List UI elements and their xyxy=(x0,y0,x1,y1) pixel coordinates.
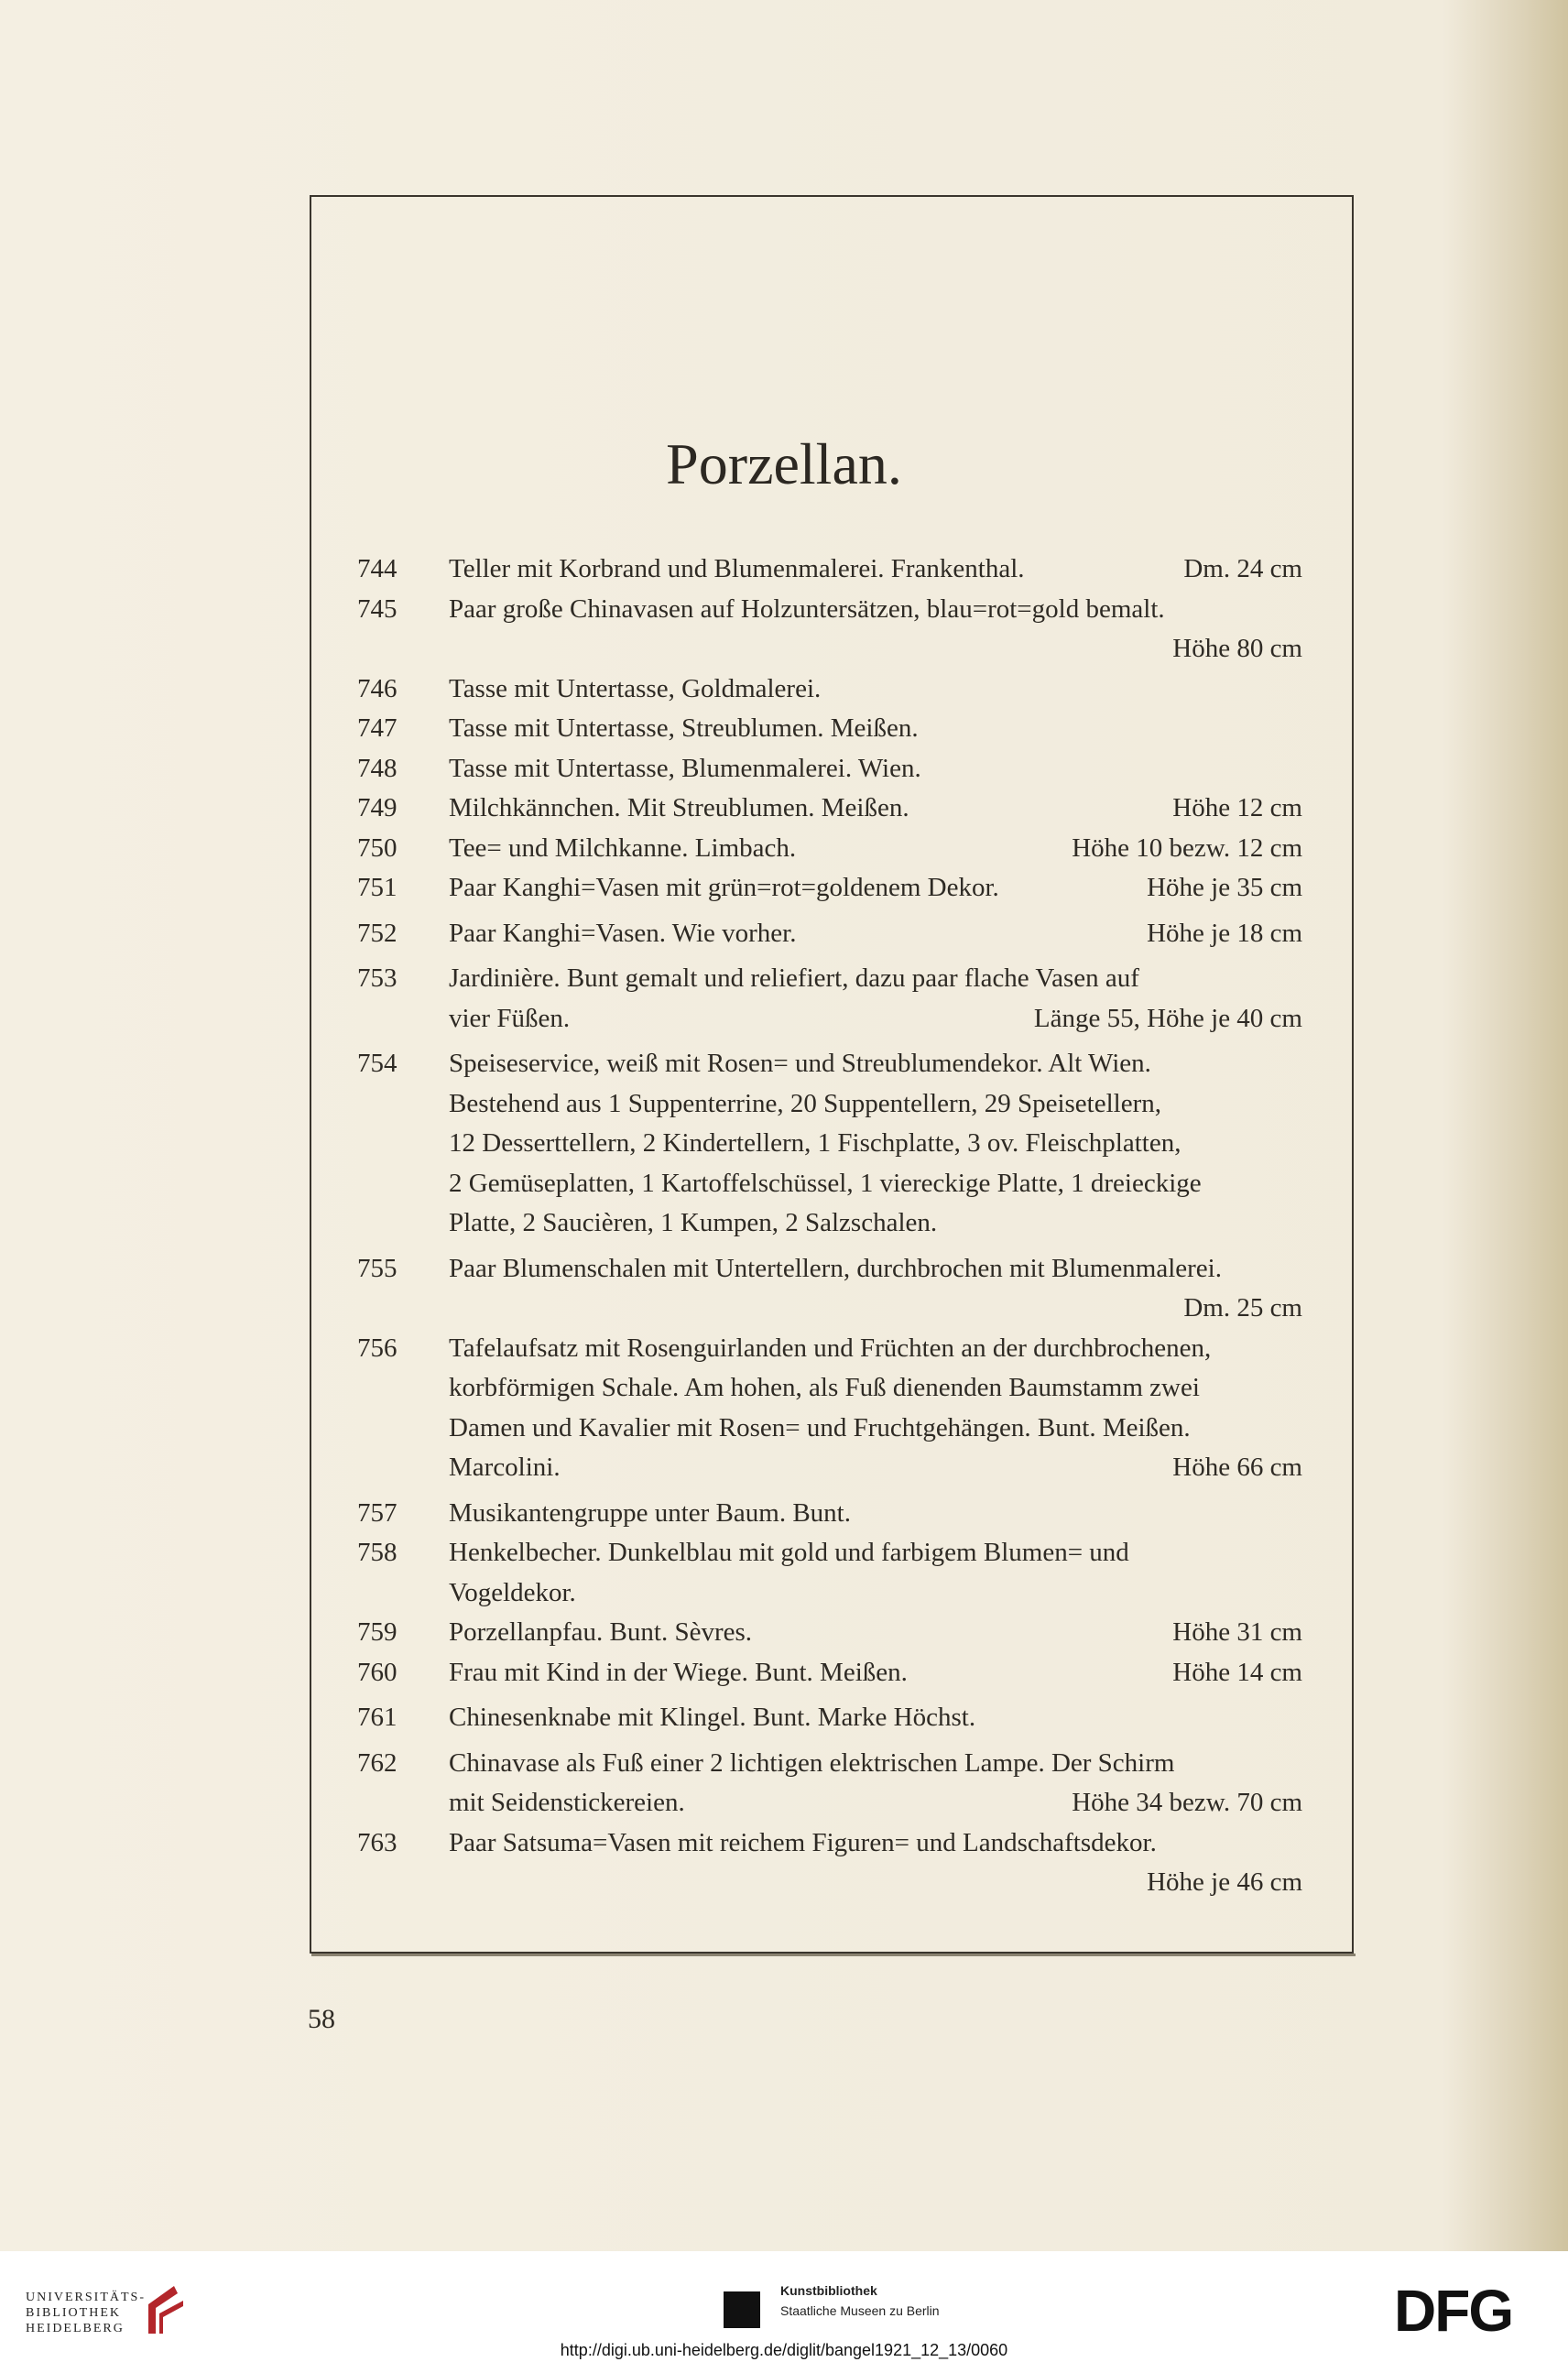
entry-line xyxy=(449,789,1302,829)
entry-text: Frau mit Kind in der Wiege. Bunt. Meißen. xyxy=(449,1657,908,1687)
catalog-entries xyxy=(357,550,1302,1903)
entry-number: 758 xyxy=(357,1538,397,1567)
entry-line xyxy=(449,669,1302,710)
entry-line xyxy=(449,550,1302,590)
entry-text: Tasse mit Untertasse, Goldmalerei. xyxy=(449,673,822,703)
source-url[interactable]: http://digi.ub.uni-heidelberg.de/diglit/bangel1921_12_13/0060 xyxy=(560,2341,1008,2359)
entry-line xyxy=(449,1329,1302,1369)
entry-number: 745 xyxy=(357,593,397,624)
catalog-entry xyxy=(357,1698,1302,1738)
entry-text: Porzellanpfau. Bunt. Sèvres. xyxy=(449,1617,753,1647)
entry-measure: Höhe 80 cm xyxy=(1172,634,1302,663)
entry-line xyxy=(449,829,1302,869)
entry-number: 761 xyxy=(357,1703,397,1732)
entry-text: Musikantengruppe unter Baum. Bunt. xyxy=(449,1497,851,1528)
entry-line xyxy=(449,590,1302,630)
entry-number: 756 xyxy=(357,1333,397,1363)
entry-line xyxy=(449,1084,1302,1125)
entry-text: 12 Desserttellern, 2 Kindertellern, 1 Fischplatte, 3 ov. Fleischplatten, xyxy=(449,1128,1181,1158)
entry-line xyxy=(449,629,1302,669)
catalog-entry xyxy=(357,1329,1302,1488)
entry-measure: Dm. 24 cm xyxy=(1183,554,1302,583)
entry-line xyxy=(449,1653,1302,1693)
university-library-logo-icon xyxy=(137,2282,189,2337)
entry-text: Henkelbecher. Dunkelblau mit gold und farbigem Blumen= und xyxy=(449,1538,1129,1567)
entry-text: Tasse mit Untertasse, Blumenmalerei. Wien. xyxy=(449,753,921,783)
entry-text: mit Seidenstickereien. xyxy=(449,1788,685,1817)
library-line: HEIDELBERG xyxy=(26,2322,125,2335)
entry-measure: Dm. 25 cm xyxy=(1183,1293,1302,1323)
entry-line xyxy=(449,1124,1302,1164)
entry-measure: Höhe 31 cm xyxy=(1172,1617,1302,1647)
catalog-entry xyxy=(357,1249,1302,1329)
entry-text: Speiseservice, weiß mit Rosen= und Streublumendekor. Alt Wien. xyxy=(449,1049,1151,1078)
entry-line xyxy=(449,959,1302,999)
entry-text: Jardinière. Bunt gemalt und reliefiert, dazu paar flache Vasen auf xyxy=(449,963,1139,993)
entry-number: 746 xyxy=(357,673,397,703)
entry-number: 747 xyxy=(357,713,397,743)
catalog-entry xyxy=(357,1823,1302,1903)
entry-text: korbförmigen Schale. Am hohen, als Fuß dienenden Baumstamm zwei xyxy=(449,1373,1200,1402)
entry-line xyxy=(449,1203,1302,1244)
kb-name: Kunstbibliothek xyxy=(780,2283,877,2298)
catalog-entry xyxy=(357,1044,1302,1244)
catalog-entry xyxy=(357,709,1302,749)
entry-text: Tee= und Milchkanne. Limbach. xyxy=(449,833,797,863)
entry-number: 757 xyxy=(357,1497,397,1528)
entry-measure: Höhe 10 bezw. 12 cm xyxy=(1072,833,1302,863)
entry-measure: Höhe 12 cm xyxy=(1172,793,1302,822)
entry-measure: Höhe 14 cm xyxy=(1172,1657,1302,1687)
entry-number: 752 xyxy=(357,918,397,948)
catalog-entry xyxy=(357,669,1302,710)
entry-line xyxy=(449,749,1302,789)
entry-line xyxy=(449,914,1302,954)
entry-line xyxy=(449,1698,1302,1738)
entry-measure: Höhe 66 cm xyxy=(1172,1453,1302,1482)
entry-text: Damen und Kavalier mit Rosen= und Fruchtgehängen. Bunt. Meißen. xyxy=(449,1412,1191,1442)
entry-number: 759 xyxy=(357,1617,397,1647)
catalog-entry xyxy=(357,868,1302,909)
entry-text: vier Füßen. xyxy=(449,1003,571,1033)
entry-number: 755 xyxy=(357,1253,397,1283)
entry-line xyxy=(449,1494,1302,1534)
entry-text: 2 Gemüseplatten, 1 Kartoffelschüssel, 1 viereckige Platte, 1 dreieckige xyxy=(449,1168,1202,1198)
entry-measure: Höhe je 46 cm xyxy=(1147,1867,1302,1897)
catalog-entry xyxy=(357,550,1302,590)
kb-sub: Staatliche Museen zu Berlin xyxy=(780,2303,940,2318)
catalog-entry xyxy=(357,1744,1302,1823)
frame-shadow xyxy=(311,1954,1356,1956)
entry-line xyxy=(449,1289,1302,1329)
entry-number: 753 xyxy=(357,963,397,993)
entry-text: Bestehend aus 1 Suppenterrine, 20 Suppentellern, 29 Speisetellern, xyxy=(449,1088,1161,1118)
entry-line xyxy=(449,1533,1302,1573)
entry-line xyxy=(449,1863,1302,1903)
entry-number: 754 xyxy=(357,1049,397,1078)
entry-text: Vogeldekor. xyxy=(449,1577,576,1607)
entry-line xyxy=(449,868,1302,909)
entry-number: 749 xyxy=(357,793,397,822)
kunstbibliothek-logo-icon xyxy=(724,2291,760,2328)
catalog-entry xyxy=(357,590,1302,669)
page-title: Porzellan. xyxy=(666,431,902,496)
entry-text: Milchkännchen. Mit Streublumen. Meißen. xyxy=(449,793,909,822)
entry-text: Chinavase als Fuß einer 2 lichtigen elektrischen Lampe. Der Schirm xyxy=(449,1747,1175,1778)
entry-text: Platte, 2 Saucièren, 1 Kumpen, 2 Salzschalen. xyxy=(449,1208,938,1237)
entry-line xyxy=(449,1044,1302,1084)
catalog-entry xyxy=(357,829,1302,869)
entry-measure: Länge 55, Höhe je 40 cm xyxy=(1033,1003,1302,1033)
catalog-entry xyxy=(357,789,1302,829)
entry-number: 763 xyxy=(357,1827,397,1857)
entry-number: 760 xyxy=(357,1657,397,1687)
catalog-entry xyxy=(357,1533,1302,1613)
catalog-entry xyxy=(357,1653,1302,1693)
entry-measure: Höhe 34 bezw. 70 cm xyxy=(1072,1788,1302,1817)
entry-text: Marcolini. xyxy=(449,1453,561,1482)
entry-text: Paar Kanghi=Vasen. Wie vorher. xyxy=(449,918,797,948)
entry-measure: Höhe je 18 cm xyxy=(1147,918,1302,948)
entry-line xyxy=(449,999,1302,1039)
entry-number: 751 xyxy=(357,873,397,902)
entry-number: 762 xyxy=(357,1747,397,1778)
entry-line xyxy=(449,1823,1302,1864)
page-number: 58 xyxy=(308,2004,335,2034)
catalog-entry xyxy=(357,959,1302,1039)
library-line: BIBLIOTHEK xyxy=(26,2306,121,2320)
entry-text: Paar Satsuma=Vasen mit reichem Figuren= und Landschaftsdekor. xyxy=(449,1827,1157,1857)
entry-number: 750 xyxy=(357,833,397,863)
entry-text: Tasse mit Untertasse, Streublumen. Meißen. xyxy=(449,713,919,743)
entry-line xyxy=(449,1744,1302,1784)
entry-line xyxy=(449,1448,1302,1488)
entry-measure: Höhe je 35 cm xyxy=(1147,873,1302,902)
entry-line xyxy=(449,1613,1302,1653)
university-library-label xyxy=(26,2290,146,2336)
entry-text: Chinesenknabe mit Klingel. Bunt. Marke Höchst. xyxy=(449,1703,976,1732)
footer xyxy=(0,2251,1568,2362)
entry-line xyxy=(449,1573,1302,1614)
entry-text: Paar Blumenschalen mit Untertellern, durchbrochen mit Blumenmalerei. xyxy=(449,1253,1222,1283)
entry-text: Paar große Chinavasen auf Holzuntersätzen, blau=rot=gold bemalt. xyxy=(449,593,1165,624)
entry-line xyxy=(449,1368,1302,1409)
catalog-entry xyxy=(357,1613,1302,1653)
entry-text: Tafelaufsatz mit Rosenguirlanden und Früchten an der durchbrochenen, xyxy=(449,1333,1212,1363)
entry-line xyxy=(449,709,1302,749)
library-line: UNIVERSITÄTS- xyxy=(26,2291,146,2304)
entry-number: 748 xyxy=(357,753,397,783)
catalog-entry xyxy=(357,1494,1302,1534)
entry-text: Paar Kanghi=Vasen mit grün=rot=goldenem Dekor. xyxy=(449,873,999,902)
dfg-logo: DFG xyxy=(1394,2278,1513,2344)
entry-line xyxy=(449,1249,1302,1290)
entry-number: 744 xyxy=(357,554,397,583)
catalog-entry xyxy=(357,914,1302,954)
entry-line xyxy=(449,1409,1302,1449)
entry-text: Teller mit Korbrand und Blumenmalerei. Frankenthal. xyxy=(449,554,1025,583)
entry-line xyxy=(449,1783,1302,1823)
catalog-entry xyxy=(357,749,1302,789)
entry-line xyxy=(449,1164,1302,1204)
